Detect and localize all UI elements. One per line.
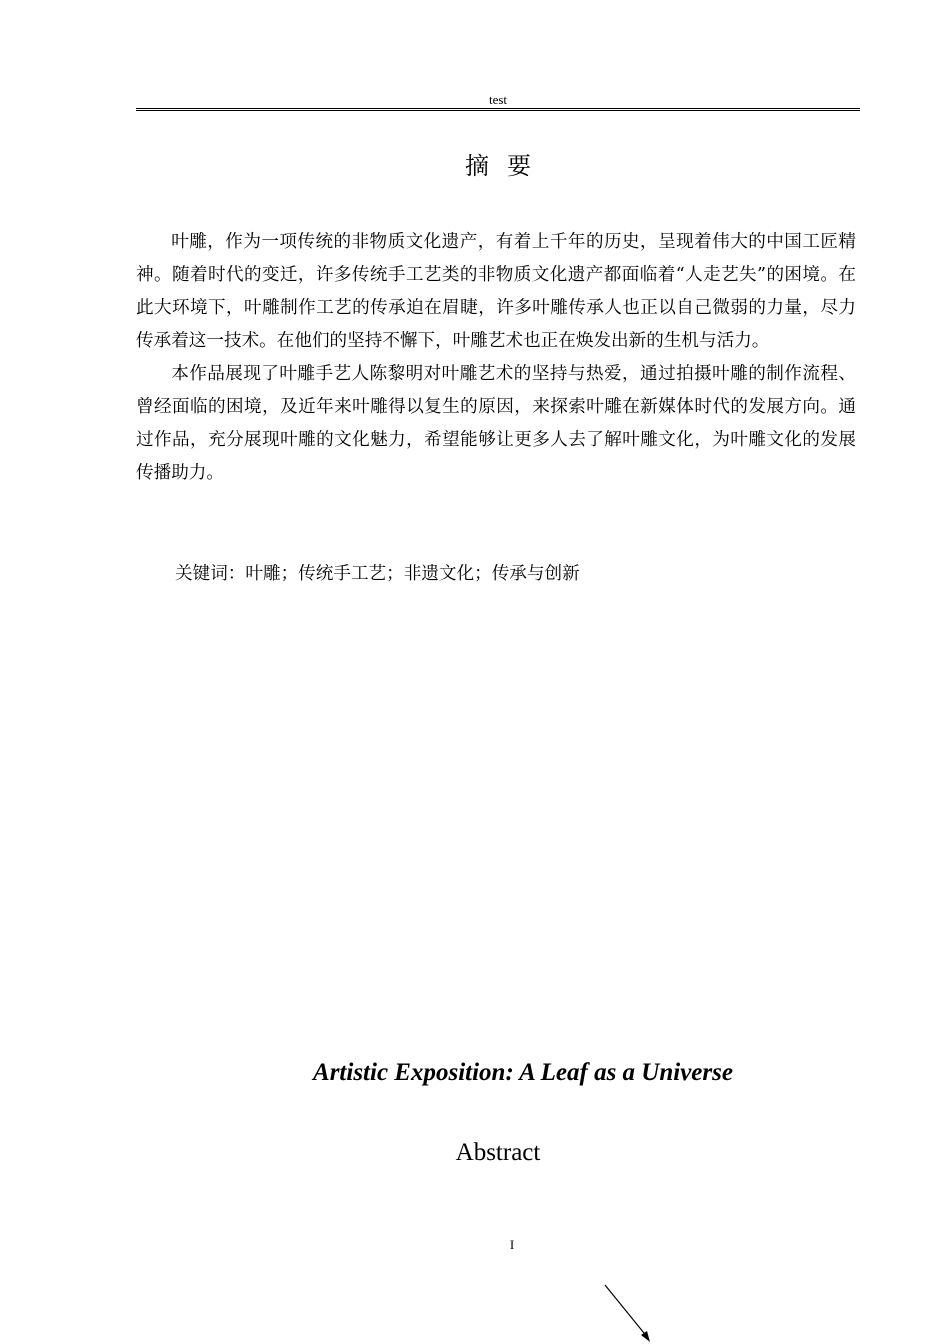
english-abstract-heading: Abstract — [455, 1139, 541, 1166]
abstract-body — [136, 226, 856, 490]
keywords-text: 叶雕；传统手工艺；非遗文化；传承与创新 — [245, 564, 580, 584]
arrow-line — [605, 1285, 648, 1338]
running-header: test — [488, 92, 508, 107]
arrow-head — [641, 1331, 650, 1342]
arrow-icon — [600, 1280, 660, 1344]
abstract-paragraph-2: 本作品展现了叶雕手艺人陈黎明对叶雕艺术的坚持与热爱，通过拍摄叶雕的制作流程、曾经面临的困境，及近年来叶雕得以复生的原因，来探索叶雕在新媒体时代的发展方向。通过作品，充分展现叶雕的文化魅力，希望能够让更多人去了解叶雕文化，为叶雕文化的发展传播助力。 — [136, 364, 856, 483]
abstract-title: 摘要 — [465, 152, 549, 180]
english-title: Artistic Exposition: A Leaf as a Universe — [313, 1059, 733, 1086]
keywords-label: 关键词： — [175, 564, 246, 584]
abstract-paragraph-1: 叶雕，作为一项传统的非物质文化遗产，有着上千年的历史，呈现着伟大的中国工匠精神。随着时代的变迁，许多传统手工艺类的非物质文化遗产都面临着“人走艺失”的困境。在此大环境下，叶雕制作工艺的传承迫在眉睫，许多叶雕传承人也正以自己微弱的力量，尽力传承着这一技术。在他们的坚持不懈下，叶雕艺术也正在焕发出新的生机与活力。 — [136, 232, 856, 351]
header-rule — [136, 108, 860, 109]
header-rule-secondary — [136, 110, 860, 111]
keywords-line — [175, 558, 580, 591]
page-number: I — [509, 1237, 515, 1252]
